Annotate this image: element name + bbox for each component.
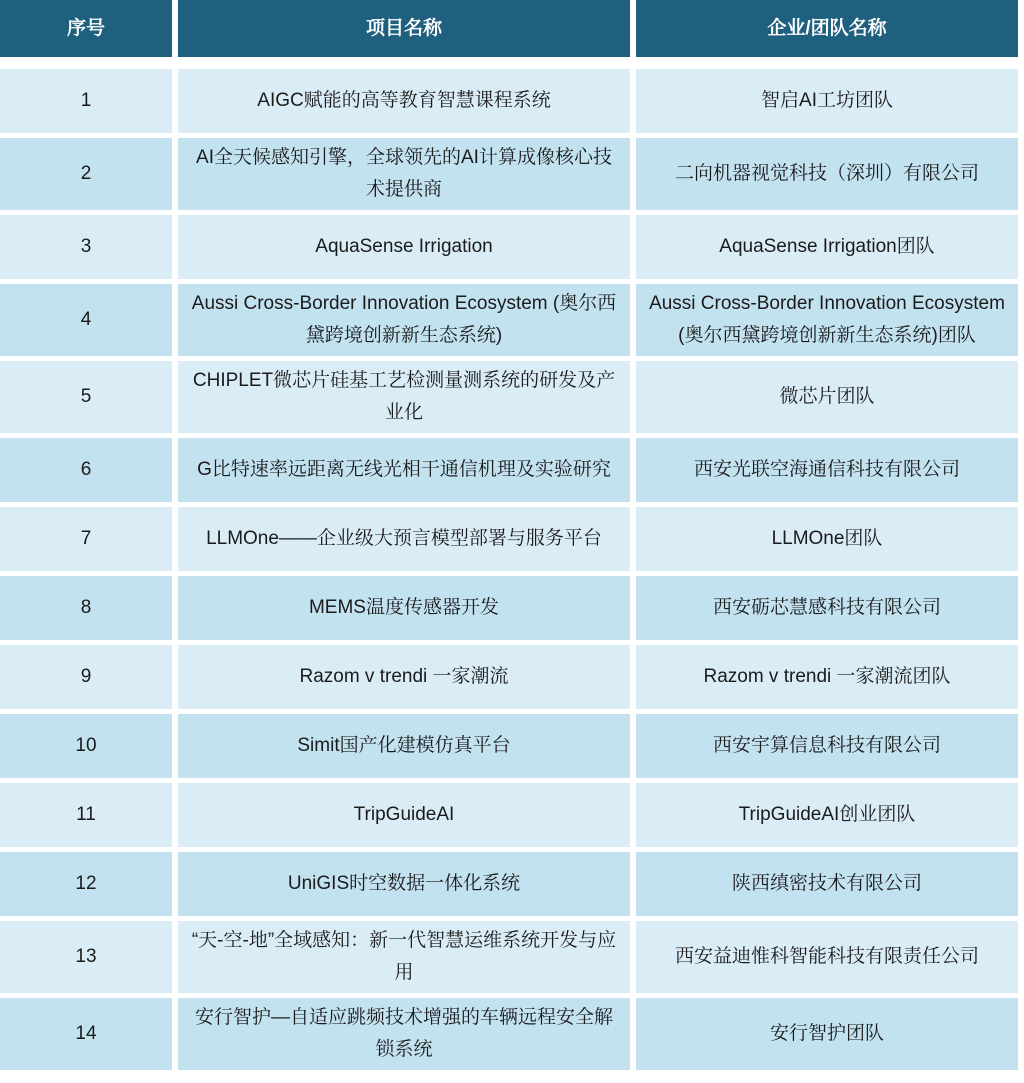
project-name-cell: G比特速率远距离无线光相干通信机理及实验研究 [178, 438, 630, 502]
project-name-cell: AIGC赋能的高等教育智慧课程系统 [178, 69, 630, 133]
row-index-cell: 11 [0, 783, 172, 847]
team-name-cell: AquaSense Irrigation团队 [636, 215, 1018, 279]
project-name-cell: Simit国产化建模仿真平台 [178, 714, 630, 778]
project-name-cell: CHIPLET微芯片硅基工艺检测量测系统的研发及产业化 [178, 361, 630, 433]
team-name-cell: Aussi Cross-Border Innovation Ecosystem (奥尔西黛跨境创新新生态系统)团队 [636, 284, 1018, 356]
team-name-cell: LLMOne团队 [636, 507, 1018, 571]
project-name-cell: TripGuideAI [178, 783, 630, 847]
team-name-cell: 二向机器视觉科技（深圳）有限公司 [636, 138, 1018, 210]
team-name-cell: 西安益迪惟科智能科技有限责任公司 [636, 921, 1018, 993]
column-header-index: 序号 [0, 0, 172, 57]
project-name-cell: MEMS温度传感器开发 [178, 576, 630, 640]
project-name-cell: “天-空-地”全域感知：新一代智慧运维系统开发与应用 [178, 921, 630, 993]
row-index-cell: 14 [0, 998, 172, 1070]
column-header-team-name: 企业/团队名称 [636, 0, 1018, 57]
team-name-cell: 安行智护团队 [636, 998, 1018, 1070]
team-name-cell: 智启AI工坊团队 [636, 69, 1018, 133]
project-name-cell: 安行智护—自适应跳频技术增强的车辆远程安全解锁系统 [178, 998, 630, 1070]
team-name-cell: 西安砺芯慧感科技有限公司 [636, 576, 1018, 640]
row-index-cell: 13 [0, 921, 172, 993]
column-header-project-name: 项目名称 [178, 0, 630, 57]
row-index-cell: 12 [0, 852, 172, 916]
team-name-cell: 陕西缜密技术有限公司 [636, 852, 1018, 916]
row-index-cell: 9 [0, 645, 172, 709]
project-name-cell: Aussi Cross-Border Innovation Ecosystem (奥尔西黛跨境创新新生态系统) [178, 284, 630, 356]
row-index-cell: 10 [0, 714, 172, 778]
row-index-cell: 5 [0, 361, 172, 433]
project-name-cell: UniGIS时空数据一体化系统 [178, 852, 630, 916]
project-name-cell: Razom v trendi 一家潮流 [178, 645, 630, 709]
team-name-cell: 西安光联空海通信科技有限公司 [636, 438, 1018, 502]
row-index-cell: 4 [0, 284, 172, 356]
row-index-cell: 3 [0, 215, 172, 279]
row-index-cell: 1 [0, 69, 172, 133]
project-name-cell: AI全天候感知引擎，全球领先的AI计算成像核心技术提供商 [178, 138, 630, 210]
project-name-cell: AquaSense Irrigation [178, 215, 630, 279]
row-index-cell: 6 [0, 438, 172, 502]
team-name-cell: 西安宇算信息科技有限公司 [636, 714, 1018, 778]
row-index-cell: 2 [0, 138, 172, 210]
row-index-cell: 8 [0, 576, 172, 640]
team-name-cell: 微芯片团队 [636, 361, 1018, 433]
row-index-cell: 7 [0, 507, 172, 571]
team-name-cell: TripGuideAI创业团队 [636, 783, 1018, 847]
project-name-cell: LLMOne——企业级大预言模型部署与服务平台 [178, 507, 630, 571]
team-name-cell: Razom v trendi 一家潮流团队 [636, 645, 1018, 709]
